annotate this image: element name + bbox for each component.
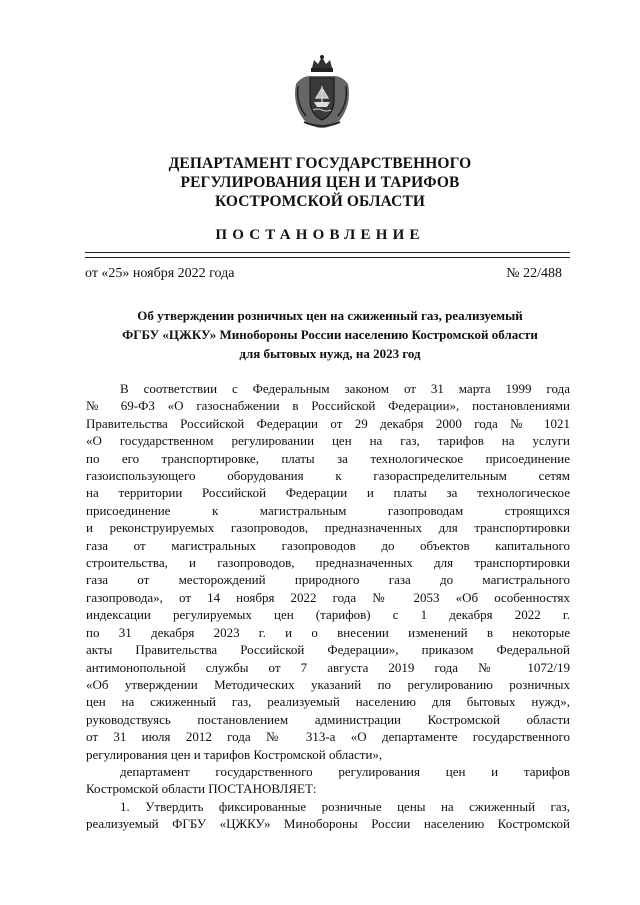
document-number: № 22/488 bbox=[506, 266, 562, 281]
document-title bbox=[90, 306, 570, 363]
body-line: В соответствии с Федеральным законом от 31 марта 1999 года bbox=[120, 381, 570, 396]
department-line: ДЕПАРТАМЕНТ ГОСУДАРСТВЕННОГО bbox=[168, 155, 472, 172]
title-line: Об утверждении розничных цен на сжиженный газ, реализуемый bbox=[137, 308, 523, 323]
body-line: регулирования цен и тарифов Костромской области», bbox=[86, 746, 383, 762]
body-line: газа от месторождений природного газа до магистрального bbox=[86, 572, 570, 588]
body-line: строительства, и газопроводов, предназначенных для транспортировки bbox=[86, 555, 570, 571]
title-line: для бытовых нужд, на 2023 год bbox=[239, 346, 421, 361]
body-line: индексации регулируемых цен (тарифов) с 1 декабря 2022 г. bbox=[86, 607, 570, 623]
body-line: на территории Российской Федерации и платы за технологическое bbox=[86, 485, 570, 501]
document-date: от «25» ноября 2022 года bbox=[85, 266, 235, 281]
title-line: ФГБУ «ЦЖКУ» Минобороны России населению Костромской области bbox=[122, 327, 538, 342]
body-line: по его транспортировке, платы за технологическое присоединение bbox=[86, 450, 570, 466]
body-line: № 69-ФЗ «О газоснабжении в Российской Федерации», постановлениями bbox=[86, 398, 570, 414]
body-line: Правительства Российской Федерации от 29 декабря 2000 года № 1021 bbox=[86, 415, 570, 431]
document-type-heading: ПОСТАНОВЛЕНИЕ bbox=[215, 227, 425, 243]
coat-of-arms-icon bbox=[290, 54, 354, 130]
body-line: «О государственном регулировании цен на газ, тарифов на услуги bbox=[86, 433, 570, 449]
body-line: присоединение к магистральным газопроводам строящихся bbox=[86, 502, 570, 518]
body-line: газа от магистральных газопроводов до объектов капитального bbox=[86, 537, 570, 553]
body-line: и реконструируемых газопроводов, предназначенных для транспортировки bbox=[86, 520, 570, 536]
department-line: КОСТРОМСКОЙ ОБЛАСТИ bbox=[214, 193, 426, 210]
body-line: цен на сжиженный газ, реализуемый населению для бытовых нужд», bbox=[86, 694, 570, 710]
document-body bbox=[86, 380, 570, 833]
body-line: газоиспользующего оборудования к газораспределительным сетям bbox=[86, 468, 570, 484]
body-line: департамент государственного регулирования цен и тарифов bbox=[120, 763, 570, 779]
body-line: газопровода», от 14 ноября 2022 года № 2053 «Об особенностях bbox=[86, 589, 570, 605]
department-name bbox=[0, 154, 640, 211]
body-line: руководствуясь постановлением администрации Костромской области bbox=[86, 711, 570, 727]
body-line: по 31 декабря 2023 г. и о внесении изменений в некоторые bbox=[86, 624, 570, 640]
double-rule-divider bbox=[85, 252, 570, 258]
body-line: «Об утверждении Методических указаний по регулированию розничных bbox=[86, 676, 570, 692]
department-line: РЕГУЛИРОВАНИЯ ЦЕН И ТАРИФОВ bbox=[180, 174, 460, 191]
body-line: акты Правительства Российской Федерации», приказом Федеральной bbox=[86, 642, 570, 658]
body-line: Костромской области ПОСТАНОВЛЯЕТ: bbox=[86, 781, 317, 797]
body-line: от 31 июля 2012 года № 313-а «О департаменте государственного bbox=[86, 729, 570, 745]
body-line: антимонопольной службы от 7 августа 2019 года № 1072/19 bbox=[86, 659, 570, 675]
body-line: реализуемый ФГБУ «ЦЖКУ» Минобороны России населению Костромской bbox=[86, 816, 570, 832]
body-line: 1. Утвердить фиксированные розничные цены на сжиженный газ, bbox=[120, 798, 570, 814]
